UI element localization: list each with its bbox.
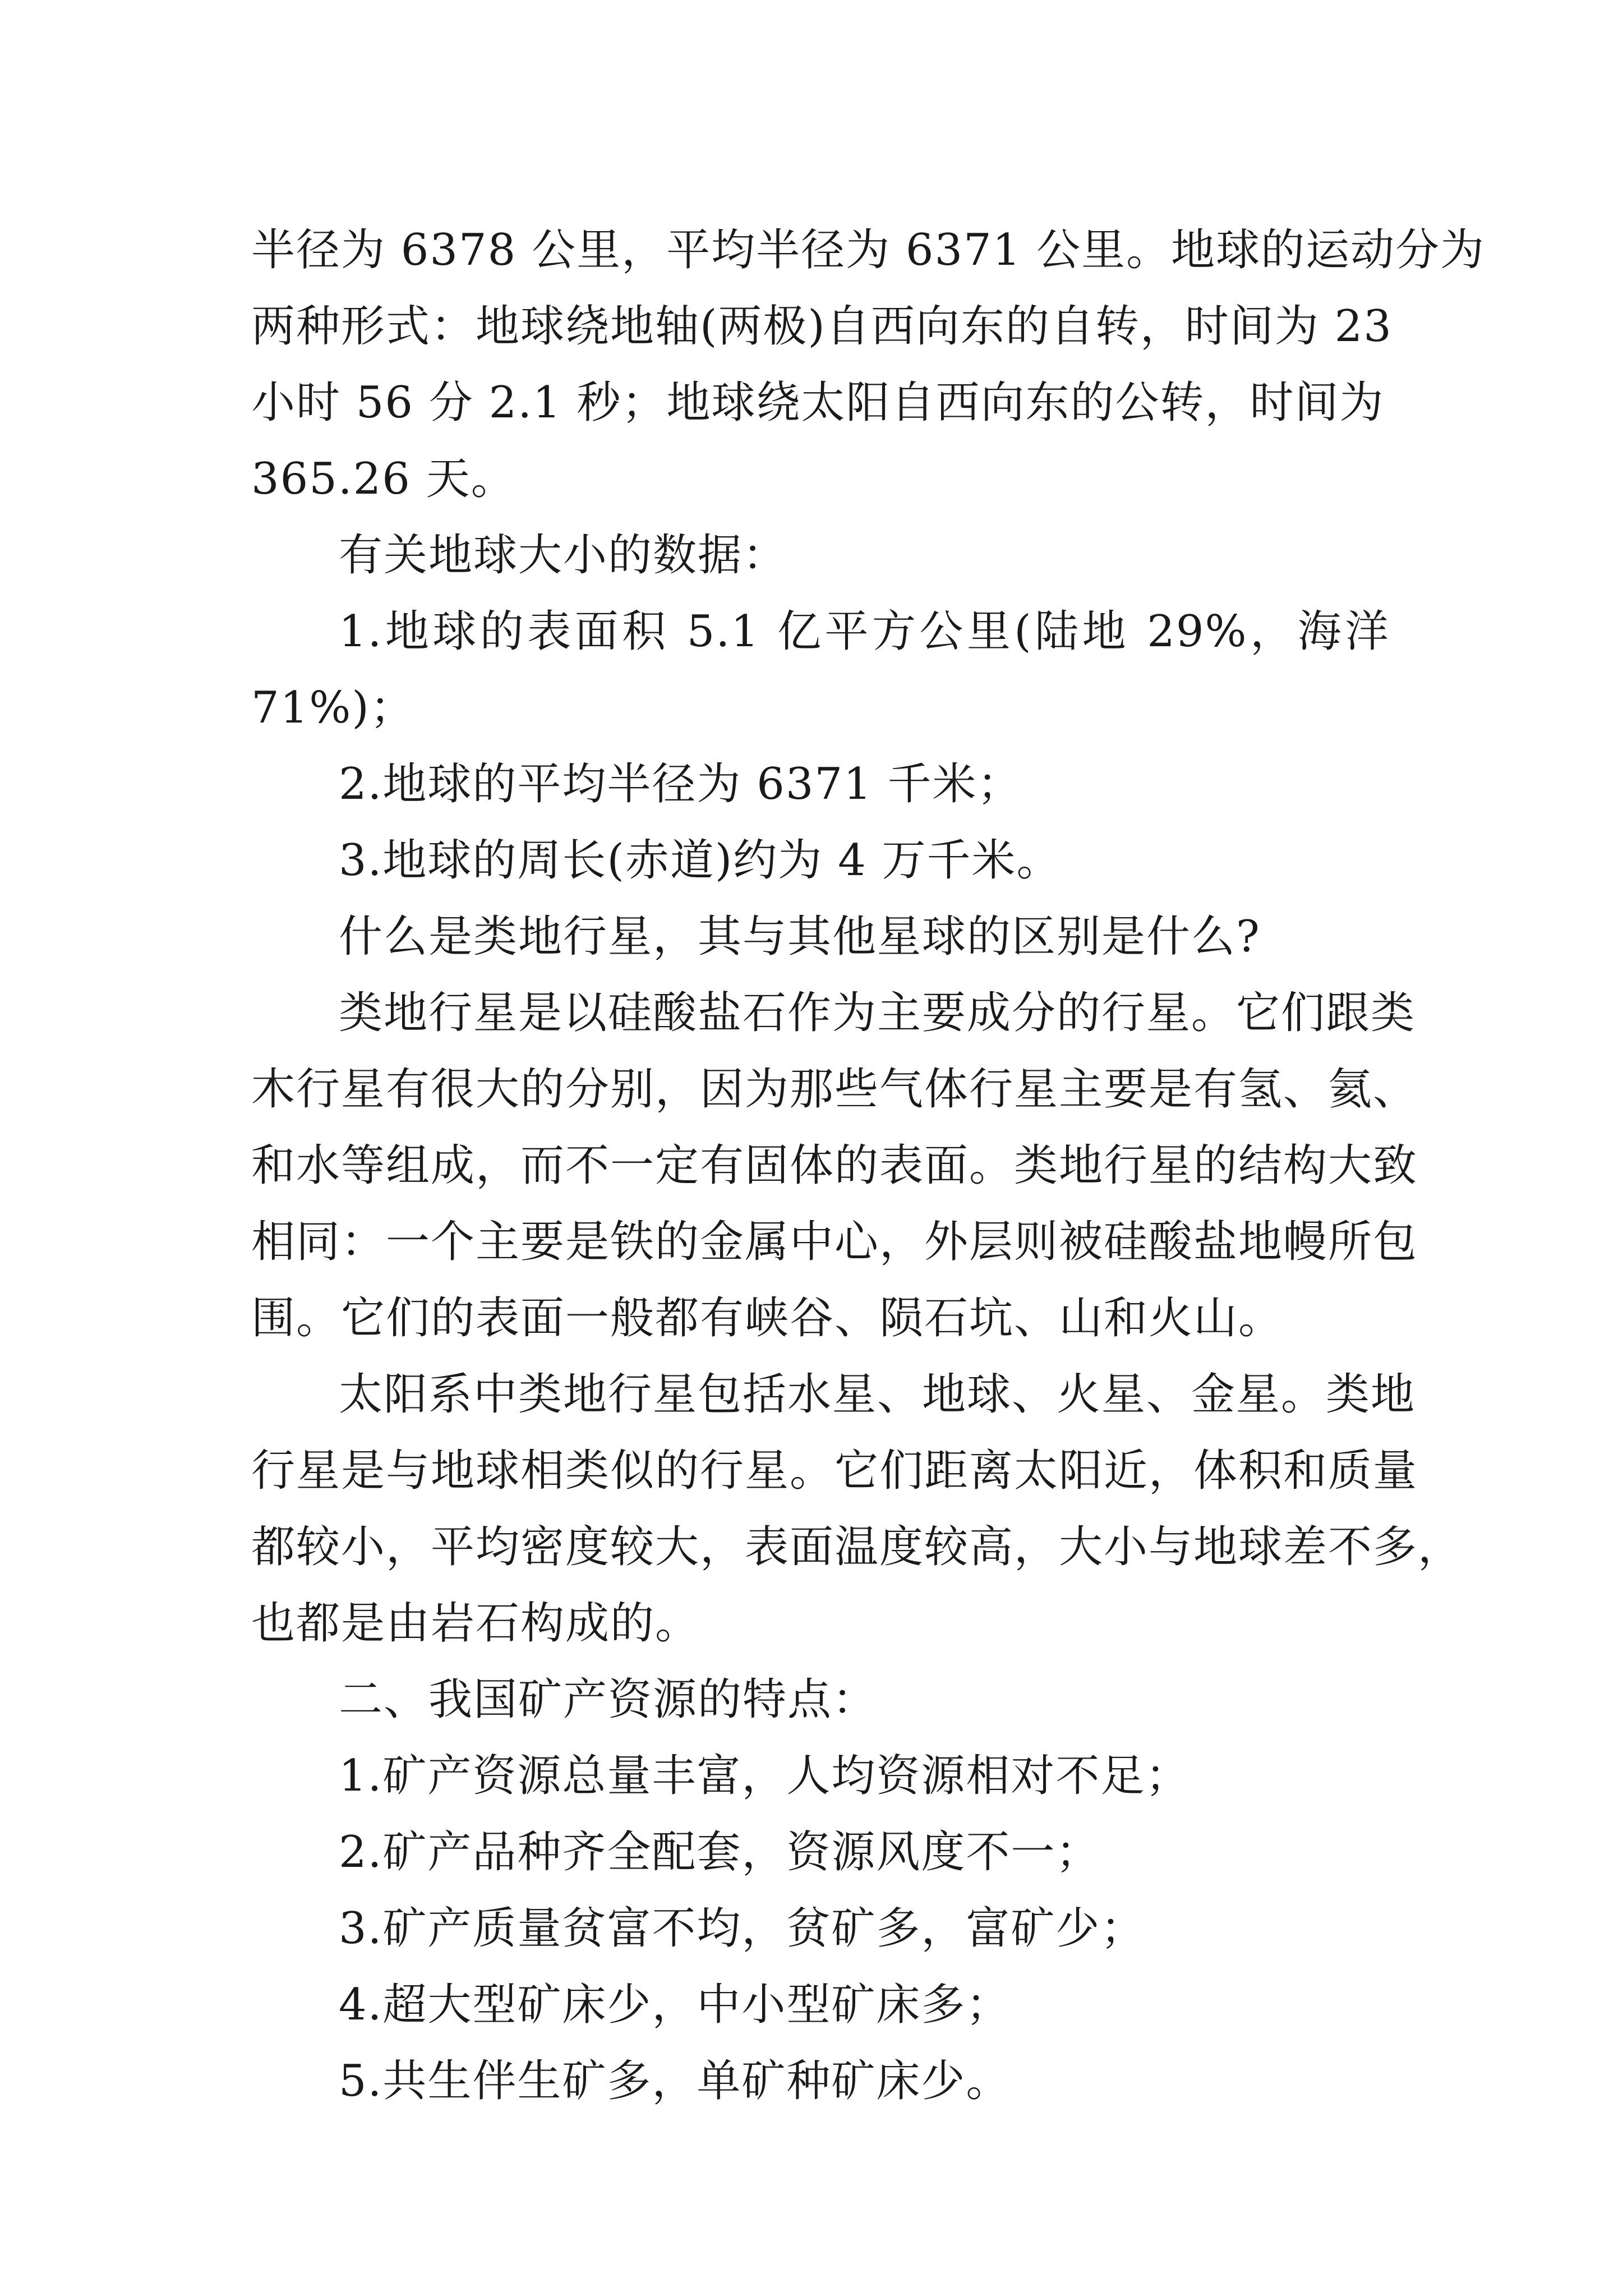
text-line: 类地行星是以硅酸盐石作为主要成分的行星。它们跟类: [339, 988, 1416, 1038]
list-item: 3.矿产质量贫富不均，贫矿多，富矿少；: [339, 1903, 1146, 1954]
document-body: [251, 212, 1486, 2119]
text-line: 也都是由岩石构成的。: [251, 1598, 700, 1649]
text-line: 两种形式：地球绕地轴(两极)自西向东的自转，时间为 23: [251, 301, 1393, 352]
text-line: 小时 56 分 2.1 秒；地球绕太阳自西向东的公转，时间为: [251, 378, 1385, 428]
text-line: 和水等组成，而不一定有固体的表面。类地行星的结构大致: [251, 1140, 1418, 1191]
solar-paragraph: [251, 1356, 1463, 1662]
list-item: 4.超大型矿床少，中小型矿床多；: [339, 1980, 1011, 2030]
list-item: 3.地球的周长(赤道)约为 4 万千米。: [339, 835, 1062, 886]
terrestrial-paragraph: [251, 975, 1418, 1356]
list-item: 2.地球的平均半径为 6371 千米；: [339, 759, 1022, 809]
mineral-heading: 二、我国矿产资源的特点：: [339, 1674, 878, 1725]
text-line: 半径为 6378 公里，平均半径为 6371 公里。地球的运动分为: [251, 225, 1486, 275]
list-item: 1.矿产资源总量丰富，人均资源相对不足；: [339, 1751, 1191, 1801]
text-line: 围。它们的表面一般都有峡谷、陨石坑、山和火山。: [251, 1293, 1284, 1343]
list-item: 2.矿产品种齐全配套，资源风度不一；: [339, 1827, 1101, 1878]
list-item: 5.共生伴生矿多，单矿种矿床少。: [339, 2056, 1011, 2106]
text-line: 相同：一个主要是铁的金属中心，外层则被硅酸盐地幔所包: [251, 1217, 1418, 1267]
text-line: 木行星有很大的分别，因为那些气体行星主要是有氢、氦、: [251, 1064, 1418, 1115]
text-line: 都较小，平均密度较大，表面温度较高，大小与地球差不多，: [251, 1522, 1463, 1572]
question-line: 什么是类地行星，其与其他星球的区别是什么?: [339, 912, 1261, 962]
intro-paragraph: [251, 212, 1486, 517]
list-item: 1.地球的表面积 5.1 亿平方公里(陆地 29%，海洋 71%)；: [251, 606, 1390, 733]
size-heading: 有关地球大小的数据：: [339, 530, 788, 581]
text-line: 行星是与地球相类似的行星。它们距离太阳近，体积和质量: [251, 1446, 1418, 1496]
text-line: 365.26 天。: [251, 454, 516, 504]
text-line: 太阳系中类地行星包括水星、地球、火星、金星。类地: [339, 1369, 1416, 1420]
